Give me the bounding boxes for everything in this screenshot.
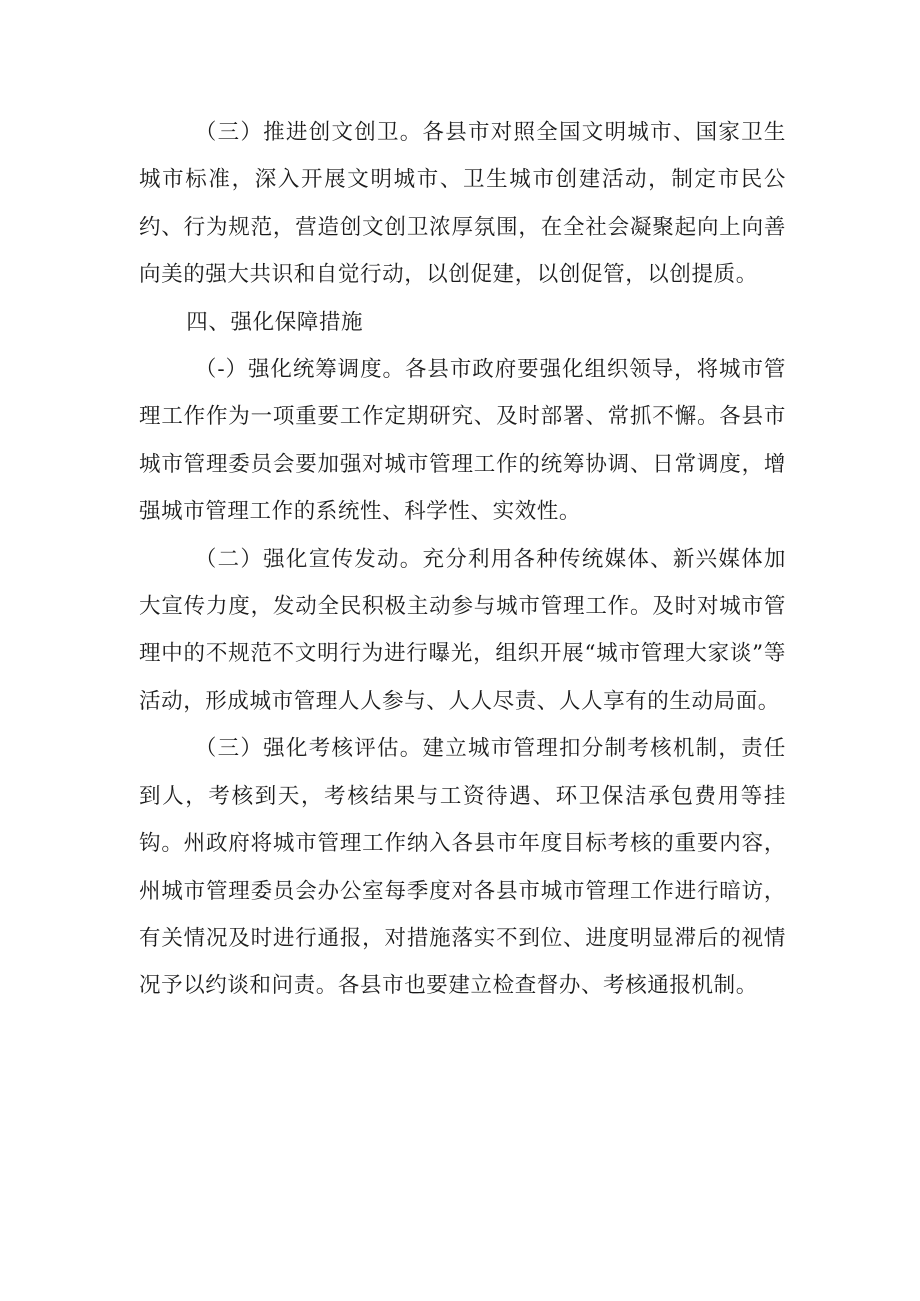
paragraph-coordination: （-）强化统筹调度。各县市政府要强化组织领导，将城市管理工作作为一项重要工作定期研究、及时部署、常抓不懈。各县市城市管理委员会要加强对城市管理工作的统筹协调、日常调度，增强城市管理工作的系统性、科学性、实效性。 xyxy=(139,357,786,525)
paragraph-publicity: （二）强化宣传发动。充分利用各种传统媒体、新兴媒体加大宣传力度，发动全民积极主动参与城市管理工作。及时对城市管理中的不规范不文明行为进行曝光，组织开展“城市管理大家谈”等活动，形成城市管理人人参与、人人尽责、人人享有的生动局面。 xyxy=(139,546,786,714)
section-heading-safeguards: 四、强化保障措施 xyxy=(186,309,364,335)
paragraph-promote-civilization: （三）推进创文创卫。各县市对照全国文明城市、国家卫生城市标准，深入开展文明城市、卫生城市创建活动，制定市民公约、行为规范，营造创文创卫浓厚氛围，在全社会凝聚起向上向善向美的强大共识和自觉行动，以创促建，以创促管，以创提质。 xyxy=(139,120,786,288)
document-body xyxy=(139,109,786,1010)
paragraph-assessment: （三）强化考核评估。建立城市管理扣分制考核机制，责任到人，考核到天，考核结果与工资待遇、环卫保洁承包费用等挂钩。州政府将城市管理工作纳入各县市年度目标考核的重要内容，州城市管理委员会办公室每季度对各县市城市管理工作进行暗访，有关情况及时进行通报，对措施落实不到位、进度明显滞后的视情况予以约谈和问责。各县市也要建立检查督办、考核通报机制。 xyxy=(139,736,786,999)
